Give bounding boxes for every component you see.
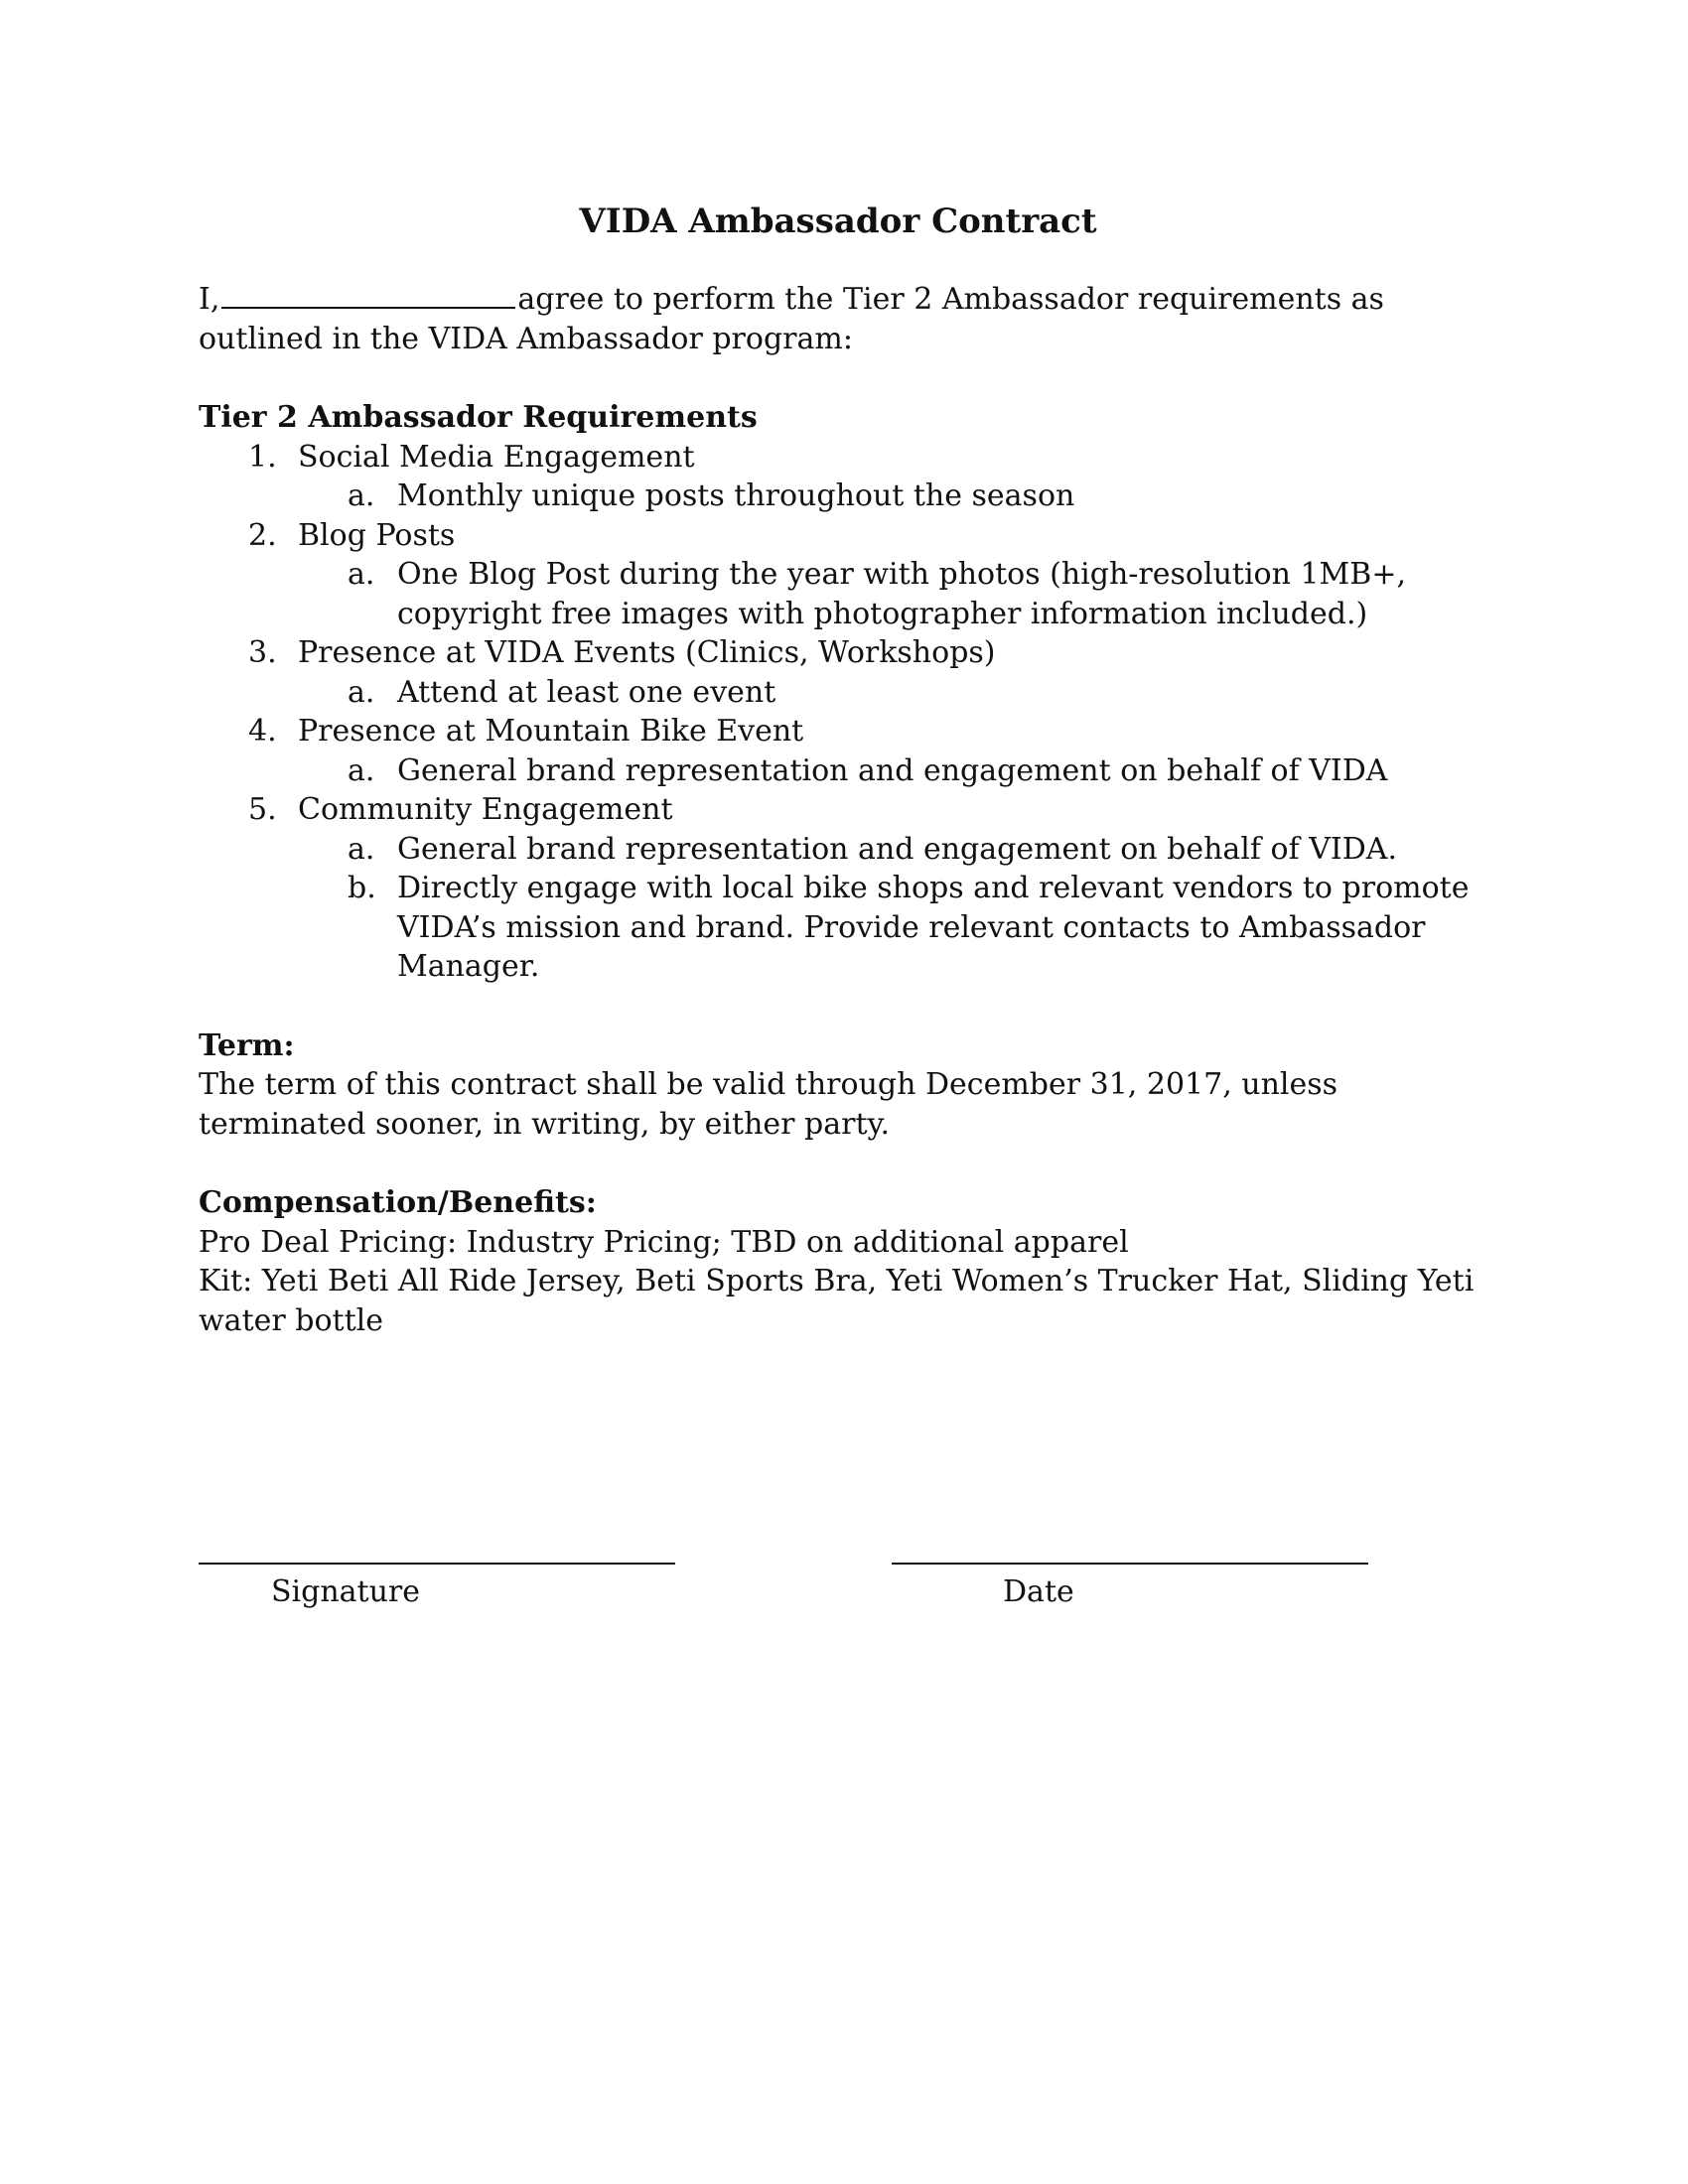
term-text: The term of this contract shall be valid through December 31, 2017, unless terminated sooner, in writing, by either party.	[199, 1067, 1338, 1142]
sub-requirements-list	[199, 751, 1489, 791]
sub-requirement-letter: b.	[348, 871, 376, 905]
signature-line[interactable]	[199, 1563, 675, 1565]
sub-requirement-text: Directly engage with local bike shops and relevant vendors to promote VIDA’s mission and brand. Provide relevant contacts to Ambassador Manager.	[397, 871, 1470, 984]
signature-block	[199, 1563, 1489, 1622]
requirement-number: 2.	[248, 517, 277, 553]
sub-requirement-item	[199, 673, 1489, 713]
sub-requirement-item	[199, 830, 1489, 870]
sub-requirement-letter: a.	[348, 752, 375, 788]
sub-requirement-item	[199, 555, 1489, 633]
requirement-label: Social Media Engagement	[298, 439, 695, 475]
sub-requirements-list	[199, 555, 1489, 633]
compensation-heading: Compensation/Benefits:	[199, 1185, 597, 1220]
kit-text: Kit: Yeti Beti All Ride Jersey, Beti Sports Bra, Yeti Women’s Trucker Hat, Sliding Yeti water bottle	[199, 1264, 1475, 1338]
sub-requirements-list	[199, 830, 1489, 987]
requirement-item	[199, 633, 1489, 673]
sub-requirement-text: General brand representation and engagement on behalf of VIDA.	[397, 831, 1397, 867]
requirement-label: Blog Posts	[298, 517, 456, 553]
sub-requirement-text: Attend at least one event	[397, 674, 776, 710]
pro-deal-text: Pro Deal Pricing: Industry Pricing; TBD on additional apparel	[199, 1224, 1129, 1260]
sub-requirement-text: General brand representation and engagement on behalf of VIDA	[397, 752, 1388, 788]
sub-requirement-text: Monthly unique posts throughout the season	[397, 478, 1075, 513]
requirements-heading: Tier 2 Ambassador Requirements	[199, 400, 758, 435]
contract-page	[199, 194, 1489, 1340]
intro-prefix: I,	[199, 282, 220, 317]
requirement-number: 1.	[248, 439, 277, 475]
name-blank-line[interactable]	[221, 279, 515, 309]
sub-requirement-letter: a.	[348, 557, 375, 592]
requirements-list	[199, 438, 1489, 987]
requirement-item	[199, 516, 1489, 556]
intro-paragraph	[199, 279, 1489, 358]
sub-requirements-list	[199, 477, 1489, 516]
requirement-item	[199, 790, 1489, 830]
requirement-item	[199, 712, 1489, 751]
sub-requirement-letter: a.	[348, 831, 375, 867]
requirement-number: 5.	[248, 792, 277, 827]
term-heading: Term:	[199, 1027, 295, 1063]
requirement-label: Community Engagement	[298, 792, 673, 827]
sub-requirement-item	[199, 869, 1489, 987]
sub-requirement-letter: a.	[348, 478, 375, 513]
requirement-item	[199, 438, 1489, 478]
sub-requirement-letter: a.	[348, 674, 375, 710]
requirement-number: 4.	[248, 714, 277, 749]
sub-requirement-item	[199, 477, 1489, 516]
requirement-number: 3.	[248, 635, 277, 670]
sub-requirements-list	[199, 673, 1489, 713]
document-title: VIDA Ambassador Contract	[579, 202, 1097, 241]
intro-text: agree to perform the Tier 2 Ambassador requirements as outlined in the VIDA Ambassador program:	[199, 282, 1384, 356]
date-line[interactable]	[892, 1563, 1368, 1565]
sub-requirement-item	[199, 751, 1489, 791]
sub-requirement-text: One Blog Post during the year with photos (high-resolution 1MB+, copyright free images with photographer information included.)	[397, 557, 1406, 631]
date-label: Date	[1003, 1574, 1074, 1609]
signature-label: Signature	[271, 1574, 421, 1609]
requirement-label: Presence at Mountain Bike Event	[298, 714, 804, 749]
requirement-label: Presence at VIDA Events (Clinics, Workshops)	[298, 635, 996, 670]
